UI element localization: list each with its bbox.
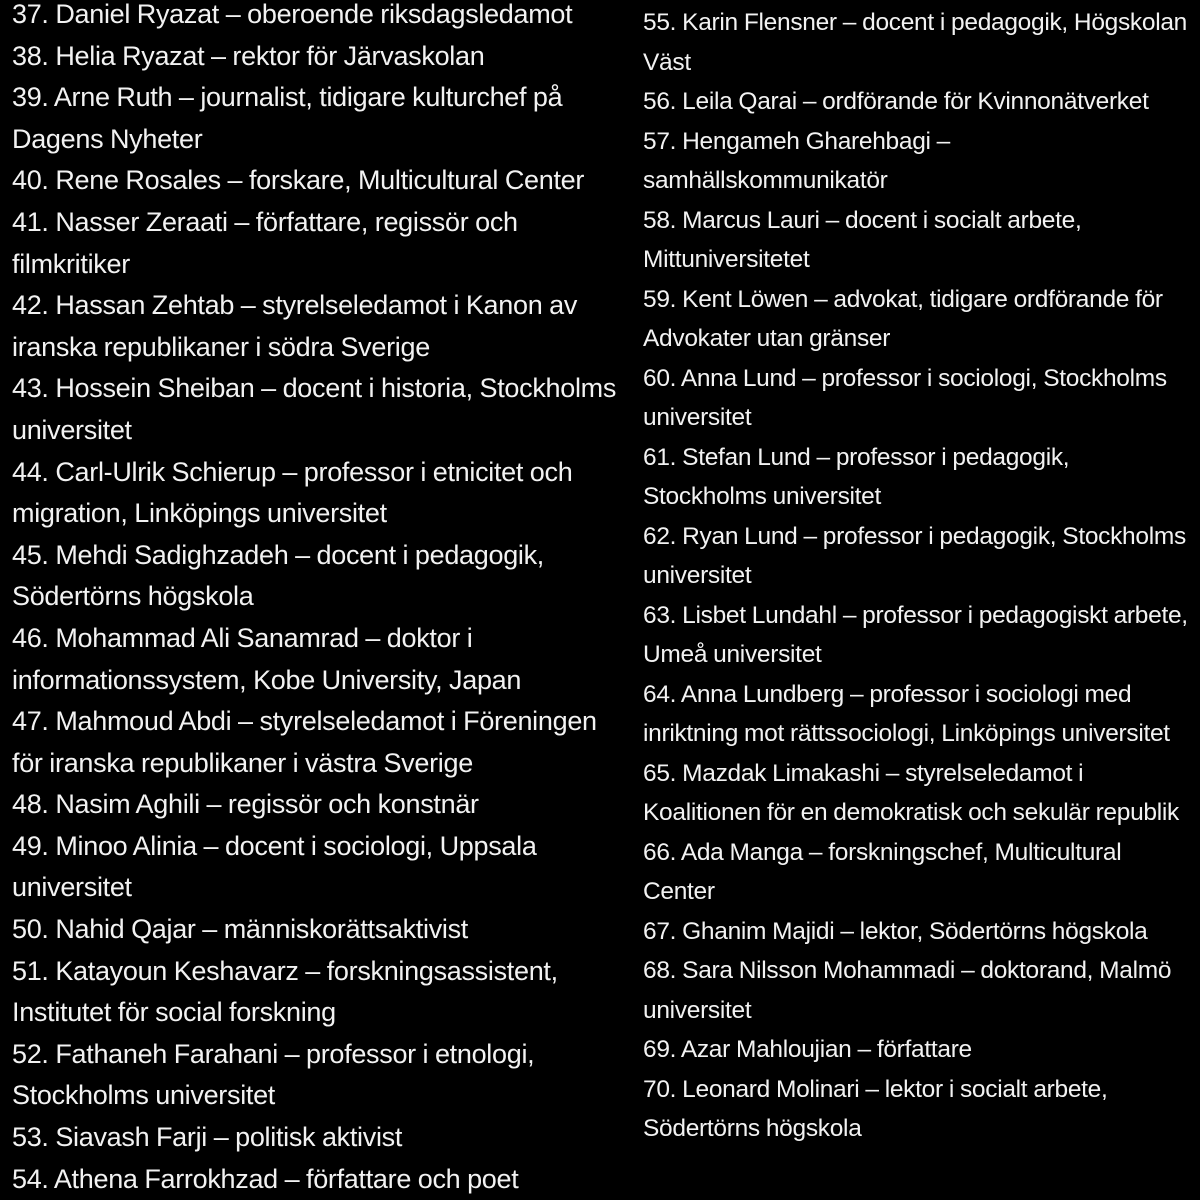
signatory-entry: 55. Karin Flensner – docent i pedagogik, Högskolan Väst [643,9,1187,76]
signatory-entry: 49. Minoo Alinia – docent i sociologi, Uppsala universitet [12,830,537,903]
signatory-entry: 67. Ghanim Majidi – lektor, Södertörns högskola [643,917,1148,945]
signatory-entry: 40. Rene Rosales – forskare, Multicultural Center [12,165,585,196]
signatory-entry: 45. Mehdi Sadighzadeh – docent i pedagogik, Södertörns högskola [12,539,545,612]
signatory-entry: 61. Stefan Lund – professor i pedagogik, Stockholms universitet [643,443,1070,510]
signatory-entry: 54. Athena Farrokhzad – författare och poet [12,1163,519,1194]
signatory-entry: 43. Hossein Sheiban – docent i historia, Stockholms universitet [12,373,617,445]
signatory-entry: 53. Siavash Farji – politisk aktivist [12,1122,403,1153]
signatory-entry: 38. Helia Ryazat – rektor för Järvaskolan [12,40,485,71]
signatory-entry: 51. Katayoun Keshavarz – forskningsassistent, Institutet för social forskning [12,955,558,1028]
signatory-entry: 57. Hengameh Gharehbagi – samhällskommunikatör [643,127,951,194]
signatory-entry: 37. Daniel Ryazat – oberoende riksdagsledamot [12,0,573,29]
signatory-entry: 50. Nahid Qajar – människorättsaktivist [12,914,469,945]
signatory-list-right-column [643,0,1191,1149]
signatory-entry: 62. Ryan Lund – professor i pedagogik, Stockholms universitet [643,522,1186,589]
signatory-entry: 48. Nasim Aghili – regissör och konstnär [12,789,479,820]
signatory-entry: 66. Ada Manga – forskningschef, Multicultural Center [643,838,1122,905]
signatory-entry: 46. Mohammad Ali Sanamrad – doktor i informationssystem, Kobe University, Japan [12,622,522,695]
signatory-list-right [643,3,1191,1149]
signatory-entry: 60. Anna Lund – professor i sociologi, Stockholms universitet [643,364,1167,431]
signatory-entry: 63. Lisbet Lundahl – professor i pedagogiskt arbete, Umeå universitet [643,601,1188,668]
signatory-list-left-column [12,0,620,1200]
signatory-entry: 52. Fathaneh Farahani – professor i etnologi, Stockholms universitet [12,1038,535,1111]
signatory-list-left [12,0,620,1200]
signatory-entry: 64. Anna Lundberg – professor i sociologi med inriktning mot rättssociologi, Linköpings universitet [643,680,1170,747]
signatory-entry: 47. Mahmoud Abdi – styrelseledamot i Föreningen för iranska republikaner i västra Sverige [12,706,597,778]
signatory-entry: 44. Carl-Ulrik Schierup – professor i etnicitet och migration, Linköpings universitet [12,456,573,529]
signatory-entry: 56. Leila Qarai – ordförande för Kvinnonätverket [643,88,1149,115]
signatory-entry: 42. Hassan Zehtab – styrelseledamot i Kanon av iranska republikaner i södra Sverige [12,290,578,362]
signatory-entry: 58. Marcus Lauri – docent i socialt arbete, Mittuniversitetet [643,206,1082,273]
signatory-entry: 68. Sara Nilsson Mohammadi – doktorand, Malmö universitet [643,957,1172,1024]
signatory-entry: 59. Kent Löwen – advokat, tidigare ordförande för Advokater utan gränser [643,285,1163,352]
signatory-entry: 65. Mazdak Limakashi – styrelseledamot i Koalitionen för en demokratisk och sekulär republik [643,759,1179,826]
signatory-entry: 39. Arne Ruth – journalist, tidigare kulturchef på Dagens Nyheter [12,82,563,154]
signatory-entry: 41. Nasser Zeraati – författare, regissör och filmkritiker [12,206,518,279]
signatory-entry: 69. Azar Mahloujian – författare [643,1036,972,1063]
signatory-entry: 70. Leonard Molinari – lektor i socialt arbete, Södertörns högskola [643,1075,1108,1142]
